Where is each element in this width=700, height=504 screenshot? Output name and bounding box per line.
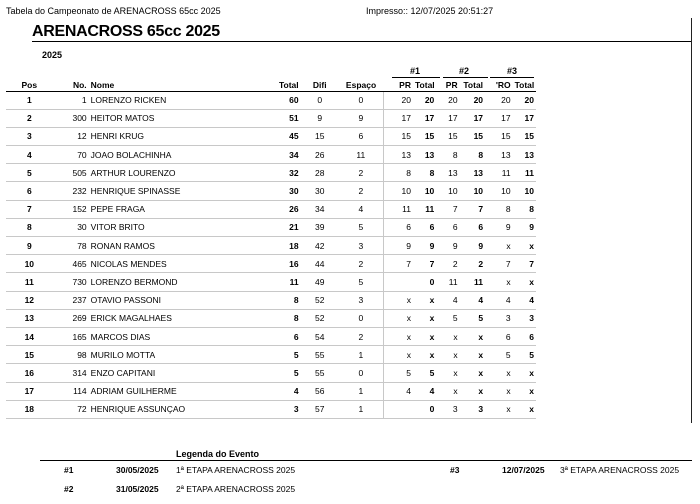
difi-cell: 54 xyxy=(301,327,339,345)
event-3-pr-cell: x xyxy=(485,364,513,382)
event-1-total-cell: 6 xyxy=(413,218,436,236)
total-cell: 4 xyxy=(267,382,301,400)
legend-title: Legenda do Evento xyxy=(176,449,260,459)
difi-cell: 52 xyxy=(301,291,339,309)
event-3-pr-cell: 17 xyxy=(485,109,513,127)
number-cell: 300 xyxy=(53,109,89,127)
event-2-total-cell: x xyxy=(460,346,485,364)
number-cell: 72 xyxy=(53,400,89,418)
table-row xyxy=(6,327,536,345)
pos-cell: 10 xyxy=(6,255,53,273)
col-header-total3: Total xyxy=(514,79,535,90)
event-1-total-cell: 0 xyxy=(413,273,436,291)
event-1-total-cell: 15 xyxy=(413,127,436,145)
name-cell: ADRIAM GUILHERME xyxy=(89,382,267,400)
table-row xyxy=(6,164,536,182)
name-cell: RONAN RAMOS xyxy=(89,237,267,255)
legend-event-date: 12/07/2025 xyxy=(502,465,545,475)
event-1-pr-cell: 7 xyxy=(383,255,413,273)
total-cell: 60 xyxy=(267,91,301,109)
difi-cell: 34 xyxy=(301,200,339,218)
event-1-total-cell: x xyxy=(413,327,436,345)
total-cell: 18 xyxy=(267,237,301,255)
event-2-pr-cell: 6 xyxy=(436,218,459,236)
event-3-underline xyxy=(490,77,534,78)
table-row xyxy=(6,109,536,127)
name-cell: HENRIQUE ASSUNÇAO xyxy=(89,400,267,418)
name-cell: HENRIQUE SPINASSE xyxy=(89,182,267,200)
event-3-total-cell: 6 xyxy=(513,327,536,345)
event-1-total-cell: 5 xyxy=(413,364,436,382)
event-2-pr-cell: x xyxy=(436,382,459,400)
event-3-total-cell: 8 xyxy=(513,200,536,218)
event-2-total-cell: 13 xyxy=(460,164,485,182)
event-2-total-cell: 2 xyxy=(460,255,485,273)
table-row xyxy=(6,182,536,200)
col-header-pr2: PR xyxy=(436,79,459,91)
event-3-total-cell: x xyxy=(513,382,536,400)
event-3-total-cell: 15 xyxy=(513,127,536,145)
legend-event-num: #2 xyxy=(64,484,74,494)
event-3-total-cell: 17 xyxy=(513,109,536,127)
col-header-total2: Total xyxy=(460,79,485,91)
event-3-pr-cell: 7 xyxy=(485,255,513,273)
number-cell: 465 xyxy=(53,255,89,273)
total-cell: 16 xyxy=(267,255,301,273)
table-row xyxy=(6,382,536,400)
col-header-no: No. xyxy=(53,79,89,91)
event-2-pr-cell: 7 xyxy=(436,200,459,218)
difi-cell: 39 xyxy=(301,218,339,236)
espaco-cell: 5 xyxy=(339,218,384,236)
total-cell: 8 xyxy=(267,291,301,309)
number-cell: 269 xyxy=(53,309,89,327)
event-1-pr-cell: 4 xyxy=(383,382,413,400)
event-2-total-cell: 17 xyxy=(460,109,485,127)
print-timestamp: Impresso:: 12/07/2025 20:51:27 xyxy=(366,6,494,16)
event-1-total-cell: 7 xyxy=(413,255,436,273)
total-cell: 5 xyxy=(267,346,301,364)
event-1-total-cell: 4 xyxy=(413,382,436,400)
espaco-cell: 0 xyxy=(339,364,384,382)
event-1-pr-cell: 15 xyxy=(383,127,413,145)
event-1-pr-cell xyxy=(383,400,413,418)
event-2-pr-cell: 3 xyxy=(436,400,459,418)
event-2-total-cell: 10 xyxy=(460,182,485,200)
number-cell: 165 xyxy=(53,327,89,345)
number-cell: 114 xyxy=(53,382,89,400)
pos-cell: 7 xyxy=(6,200,53,218)
event-1-total-cell: x xyxy=(413,309,436,327)
event-3-total-cell: x xyxy=(513,400,536,418)
pos-cell: 5 xyxy=(6,164,53,182)
event-3-total-cell: 7 xyxy=(513,255,536,273)
espaco-cell: 2 xyxy=(339,164,384,182)
table-row xyxy=(6,200,536,218)
event-3-pr-cell: x xyxy=(485,382,513,400)
event-2-total-cell: 7 xyxy=(460,200,485,218)
event-1-pr-cell: x xyxy=(383,346,413,364)
event-3-pr-cell: 4 xyxy=(485,291,513,309)
legend-event-name: 2ª ETAPA ARENACROSS 2025 xyxy=(176,484,296,494)
pos-cell: 16 xyxy=(6,364,53,382)
pos-cell: 3 xyxy=(6,127,53,145)
event-1-pr-cell: 6 xyxy=(383,218,413,236)
total-cell: 30 xyxy=(267,182,301,200)
event-2-total-cell: 4 xyxy=(460,291,485,309)
event-1-total-cell: 17 xyxy=(413,109,436,127)
espaco-cell: 4 xyxy=(339,200,384,218)
event-3-pr-cell: 8 xyxy=(485,200,513,218)
event-3-total-cell: x xyxy=(513,364,536,382)
total-cell: 34 xyxy=(267,146,301,164)
name-cell: ENZO CAPITANI xyxy=(89,364,267,382)
event-1-pr-cell: 17 xyxy=(383,109,413,127)
pos-cell: 8 xyxy=(6,218,53,236)
col-header-total: Total xyxy=(267,79,301,91)
espaco-cell: 9 xyxy=(339,109,384,127)
event-2-total-cell: 3 xyxy=(460,400,485,418)
event-3-pr-cell: x xyxy=(485,273,513,291)
event-2-total-cell: x xyxy=(460,364,485,382)
total-cell: 3 xyxy=(267,400,301,418)
col-header-total1: Total xyxy=(414,79,435,90)
pos-cell: 9 xyxy=(6,237,53,255)
document-header-title: Tabela do Campeonato de ARENACROSS 65cc 2025 xyxy=(6,6,221,16)
espaco-cell: 3 xyxy=(339,237,384,255)
event-3-pr-cell: 13 xyxy=(485,146,513,164)
event-3-pr-cell: 6 xyxy=(485,327,513,345)
event-1-pr-cell: 8 xyxy=(383,164,413,182)
total-cell: 5 xyxy=(267,364,301,382)
pos-cell: 15 xyxy=(6,346,53,364)
col-header-pos: Pos xyxy=(6,79,53,91)
event-2-pr-cell: 4 xyxy=(436,291,459,309)
event-1-total-cell: 10 xyxy=(413,182,436,200)
table-row xyxy=(6,364,536,382)
event-2-pr-cell: 13 xyxy=(436,164,459,182)
event-3-pr-cell: 3 xyxy=(485,309,513,327)
event-3-pr-cell: 15 xyxy=(485,127,513,145)
total-cell: 26 xyxy=(267,200,301,218)
name-cell: HENRI KRUG xyxy=(89,127,267,145)
page-title: ARENACROSS 65cc 2025 xyxy=(32,23,220,40)
number-cell: 78 xyxy=(53,237,89,255)
event-3-total-cell: 11 xyxy=(513,164,536,182)
standings-table xyxy=(6,79,536,419)
event-2-pr-cell: 11 xyxy=(436,273,459,291)
event-1-total-cell: x xyxy=(413,291,436,309)
total-cell: 51 xyxy=(267,109,301,127)
event-1-pr-cell: 5 xyxy=(383,364,413,382)
number-cell: 237 xyxy=(53,291,89,309)
event-1-total-cell: 11 xyxy=(413,200,436,218)
name-cell: HEITOR MATOS xyxy=(89,109,267,127)
name-cell: ARTHUR LOURENZO xyxy=(89,164,267,182)
table-row xyxy=(6,255,536,273)
difi-cell: 9 xyxy=(301,109,339,127)
season-year: 2025 xyxy=(42,50,63,60)
total-cell: 8 xyxy=(267,309,301,327)
col-header-pr1: PR xyxy=(383,79,413,91)
difi-cell: 42 xyxy=(301,237,339,255)
pos-cell: 14 xyxy=(6,327,53,345)
event-2-total-cell: 15 xyxy=(460,127,485,145)
event-3-total-cell: 5 xyxy=(513,346,536,364)
event-3-pr-cell: x xyxy=(485,400,513,418)
number-cell: 232 xyxy=(53,182,89,200)
difi-cell: 55 xyxy=(301,364,339,382)
espaco-cell: 2 xyxy=(339,182,384,200)
event-2-pr-cell: x xyxy=(436,327,459,345)
pos-cell: 4 xyxy=(6,146,53,164)
number-cell: 314 xyxy=(53,364,89,382)
event-1-pr-cell: 10 xyxy=(383,182,413,200)
number-cell: 1 xyxy=(53,91,89,109)
event-3-total-cell: 4 xyxy=(513,291,536,309)
total-cell: 6 xyxy=(267,327,301,345)
name-cell: VITOR BRITO xyxy=(89,218,267,236)
name-cell: LORENZO RICKEN xyxy=(89,91,267,109)
difi-cell: 56 xyxy=(301,382,339,400)
table-row xyxy=(6,400,536,418)
number-cell: 12 xyxy=(53,127,89,145)
event-2-pr-cell: x xyxy=(436,364,459,382)
legend-event-date: 31/05/2025 xyxy=(116,484,159,494)
event-1-total-cell: 9 xyxy=(413,237,436,255)
difi-cell: 26 xyxy=(301,146,339,164)
event-2-underline xyxy=(443,77,488,78)
name-cell: JOAO BOLACHINHA xyxy=(89,146,267,164)
event-3-pr-cell: 5 xyxy=(485,346,513,364)
pos-cell: 13 xyxy=(6,309,53,327)
number-cell: 152 xyxy=(53,200,89,218)
pos-cell: 11 xyxy=(6,273,53,291)
number-cell: 730 xyxy=(53,273,89,291)
event-3-pr-cell: x xyxy=(485,237,513,255)
event-2-total-cell: 9 xyxy=(460,237,485,255)
event-2-pr-cell: 2 xyxy=(436,255,459,273)
col-header-espaco: Espaço xyxy=(339,79,384,91)
event-2-pr-cell: 17 xyxy=(436,109,459,127)
legend-event-num: #3 xyxy=(450,465,460,475)
table-row xyxy=(6,127,536,145)
event-1-underline xyxy=(392,77,440,78)
name-cell: ERICK MAGALHAES xyxy=(89,309,267,327)
event-1-pr-cell: x xyxy=(383,327,413,345)
difi-cell: 30 xyxy=(301,182,339,200)
event-3-pr-cell: 10 xyxy=(485,182,513,200)
standings-body xyxy=(6,91,536,418)
event-2-pr-cell: 9 xyxy=(436,237,459,255)
pos-cell: 12 xyxy=(6,291,53,309)
event-3-total-cell: 3 xyxy=(513,309,536,327)
difi-cell: 15 xyxy=(301,127,339,145)
event-1-total-cell: 8 xyxy=(413,164,436,182)
event-2-total-cell: 8 xyxy=(460,146,485,164)
difi-cell: 0 xyxy=(301,91,339,109)
legend-event-name: 3ª ETAPA ARENACROSS 2025 xyxy=(560,465,680,475)
event-2-pr-cell: 10 xyxy=(436,182,459,200)
espaco-cell: 5 xyxy=(339,273,384,291)
espaco-cell: 6 xyxy=(339,127,384,145)
difi-cell: 57 xyxy=(301,400,339,418)
table-row xyxy=(6,346,536,364)
event-2-pr-cell: 8 xyxy=(436,146,459,164)
pos-cell: 6 xyxy=(6,182,53,200)
event-1-pr-cell: 13 xyxy=(383,146,413,164)
espaco-cell: 3 xyxy=(339,291,384,309)
event-3-pr-cell: 11 xyxy=(485,164,513,182)
event-2-pr-cell: x xyxy=(436,346,459,364)
col-header-pr3: 'RO xyxy=(485,79,513,91)
table-row xyxy=(6,218,536,236)
total-cell: 11 xyxy=(267,273,301,291)
event-1-pr-cell: 11 xyxy=(383,200,413,218)
event-1-total-cell: x xyxy=(413,346,436,364)
name-cell: NICOLAS MENDES xyxy=(89,255,267,273)
number-cell: 505 xyxy=(53,164,89,182)
event-1-pr-cell: 9 xyxy=(383,237,413,255)
espaco-cell: 1 xyxy=(339,400,384,418)
pos-cell: 2 xyxy=(6,109,53,127)
legend-event-date: 30/05/2025 xyxy=(116,465,159,475)
event-1-pr-cell: x xyxy=(383,291,413,309)
event-2-label: #2 xyxy=(459,66,470,76)
pos-cell: 1 xyxy=(6,91,53,109)
event-2-total-cell: 11 xyxy=(460,273,485,291)
espaco-cell: 0 xyxy=(339,309,384,327)
right-border-line xyxy=(691,18,692,423)
event-3-total-cell: 10 xyxy=(513,182,536,200)
event-2-total-cell: x xyxy=(460,327,485,345)
espaco-cell: 2 xyxy=(339,327,384,345)
espaco-cell: 2 xyxy=(339,255,384,273)
name-cell: LORENZO BERMOND xyxy=(89,273,267,291)
event-2-total-cell: 6 xyxy=(460,218,485,236)
name-cell: MURILO MOTTA xyxy=(89,346,267,364)
difi-cell: 28 xyxy=(301,164,339,182)
event-2-total-cell: 5 xyxy=(460,309,485,327)
table-row xyxy=(6,146,536,164)
event-1-label: #1 xyxy=(410,66,421,76)
number-cell: 70 xyxy=(53,146,89,164)
name-cell: OTAVIO PASSONI xyxy=(89,291,267,309)
total-cell: 21 xyxy=(267,218,301,236)
event-1-pr-cell: x xyxy=(383,309,413,327)
event-3-label: #3 xyxy=(507,66,518,76)
event-2-pr-cell: 20 xyxy=(436,91,459,109)
espaco-cell: 1 xyxy=(339,382,384,400)
legend-event-name: 1ª ETAPA ARENACROSS 2025 xyxy=(176,465,296,475)
event-3-total-cell: x xyxy=(513,273,536,291)
table-row xyxy=(6,237,536,255)
espaco-cell: 11 xyxy=(339,146,384,164)
number-cell: 30 xyxy=(53,218,89,236)
pos-cell: 18 xyxy=(6,400,53,418)
difi-cell: 49 xyxy=(301,273,339,291)
event-3-total-cell: 13 xyxy=(513,146,536,164)
difi-cell: 44 xyxy=(301,255,339,273)
event-1-total-cell: 13 xyxy=(413,146,436,164)
table-row xyxy=(6,309,536,327)
table-row xyxy=(6,273,536,291)
event-3-pr-cell: 20 xyxy=(485,91,513,109)
event-3-total-cell: x xyxy=(513,237,536,255)
name-cell: MARCOS DIAS xyxy=(89,327,267,345)
event-2-pr-cell: 5 xyxy=(436,309,459,327)
col-header-name: Nome xyxy=(89,79,267,91)
table-header-row xyxy=(6,79,536,91)
event-2-total-cell: x xyxy=(460,382,485,400)
event-1-total-cell: 0 xyxy=(413,400,436,418)
event-3-total-cell: 9 xyxy=(513,218,536,236)
table-row xyxy=(6,91,536,109)
col-header-difi: Difi xyxy=(301,79,339,91)
table-row xyxy=(6,291,536,309)
event-1-pr-cell xyxy=(383,273,413,291)
total-cell: 32 xyxy=(267,164,301,182)
event-1-pr-cell: 20 xyxy=(383,91,413,109)
total-cell: 45 xyxy=(267,127,301,145)
difi-cell: 52 xyxy=(301,309,339,327)
event-3-total-cell: 20 xyxy=(513,91,536,109)
event-2-total-cell: 20 xyxy=(460,91,485,109)
event-2-pr-cell: 15 xyxy=(436,127,459,145)
event-1-total-cell: 20 xyxy=(413,91,436,109)
title-divider xyxy=(32,41,692,42)
legend-divider xyxy=(40,460,692,461)
pos-cell: 17 xyxy=(6,382,53,400)
number-cell: 98 xyxy=(53,346,89,364)
espaco-cell: 0 xyxy=(339,91,384,109)
legend-event-num: #1 xyxy=(64,465,74,475)
event-3-pr-cell: 9 xyxy=(485,218,513,236)
espaco-cell: 1 xyxy=(339,346,384,364)
difi-cell: 55 xyxy=(301,346,339,364)
name-cell: PEPE FRAGA xyxy=(89,200,267,218)
